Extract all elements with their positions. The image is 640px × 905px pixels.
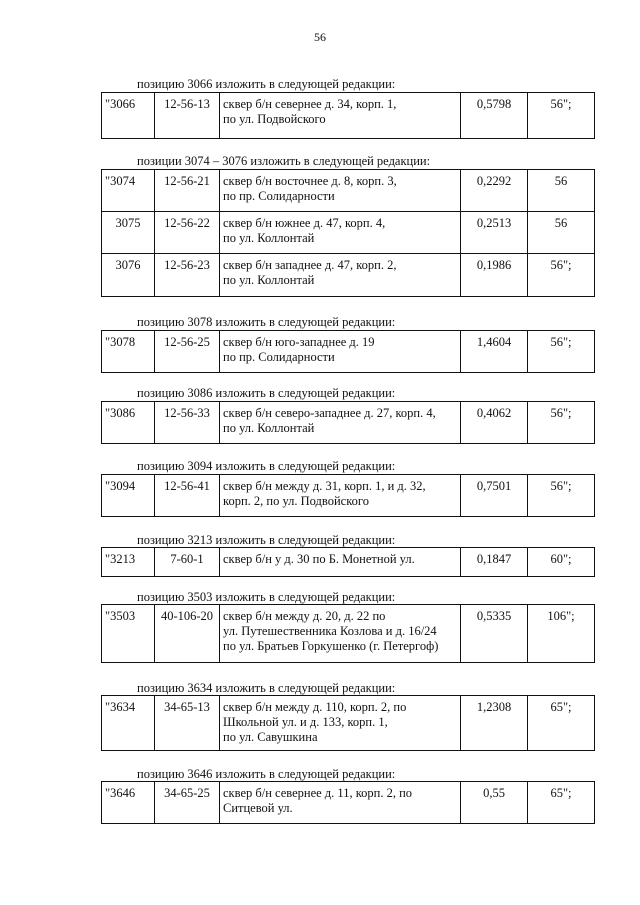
- position-table: [101, 330, 595, 373]
- position-value: 56";: [528, 402, 595, 444]
- table-row: [102, 212, 595, 254]
- position-value: 56";: [528, 475, 595, 517]
- position-value: 56";: [528, 254, 595, 297]
- position-number: "3086: [102, 402, 155, 444]
- position-table: [101, 169, 595, 297]
- position-area: 0,5335: [461, 605, 528, 663]
- section-heading: позицию 3634 изложить в следующей редакции:: [137, 681, 396, 695]
- section-heading: позицию 3094 изложить в следующей редакции:: [137, 459, 396, 473]
- position-code: 12-56-13: [155, 93, 220, 139]
- table-row: [102, 402, 595, 444]
- position-area: 0,7501: [461, 475, 528, 517]
- position-value: 56: [528, 170, 595, 212]
- position-description: [220, 212, 461, 254]
- position-description: [220, 93, 461, 139]
- position-description: [220, 475, 461, 517]
- description-line: ул. Путешественника Козлова и д. 16/24: [223, 624, 437, 638]
- position-code: 12-56-41: [155, 475, 220, 517]
- description-line: Школьной ул. и д. 133, корп. 1,: [223, 715, 388, 729]
- description-line: Ситцевой ул.: [223, 801, 293, 815]
- position-area: 0,4062: [461, 402, 528, 444]
- position-number: "3634: [102, 696, 155, 751]
- position-code: 12-56-21: [155, 170, 220, 212]
- description-line: сквер б/н между д. 20, д. 22 по: [223, 609, 386, 623]
- position-area: 0,5798: [461, 93, 528, 139]
- position-description: [220, 170, 461, 212]
- position-table: [101, 781, 595, 824]
- description-line: сквер б/н северо-западнее д. 27, корп. 4,: [223, 406, 436, 420]
- table-row: [102, 254, 595, 297]
- section-heading: позицию 3078 изложить в следующей редакции:: [137, 315, 396, 329]
- table-row: [102, 782, 595, 824]
- description-line: сквер б/н юго-западнее д. 19: [223, 335, 375, 349]
- section-heading: позицию 3503 изложить в следующей редакции:: [137, 590, 396, 604]
- position-number: "3213: [102, 548, 155, 577]
- position-area: 1,2308: [461, 696, 528, 751]
- description-line: сквер б/н севернее д. 11, корп. 2, по: [223, 786, 413, 800]
- table-row: [102, 548, 595, 577]
- description-line: сквер б/н восточнее д. 8, корп. 3,: [223, 174, 397, 188]
- position-table: [101, 92, 595, 139]
- position-area: 1,4604: [461, 331, 528, 373]
- description-line: по ул. Савушкина: [223, 730, 318, 744]
- description-line: сквер б/н у д. 30 по Б. Монетной ул.: [223, 552, 415, 566]
- position-area: 0,1986: [461, 254, 528, 297]
- position-value: 56";: [528, 93, 595, 139]
- position-table: [101, 547, 595, 577]
- section-heading: позиции 3074 – 3076 изложить в следующей редакции:: [137, 154, 431, 168]
- position-value: 56";: [528, 331, 595, 373]
- position-description: [220, 548, 461, 577]
- position-code: 34-65-25: [155, 782, 220, 824]
- position-table: [101, 604, 595, 663]
- table-row: [102, 696, 595, 751]
- description-line: сквер б/н севернее д. 34, корп. 1,: [223, 97, 397, 111]
- section-heading: позицию 3213 изложить в следующей редакции:: [137, 533, 396, 547]
- position-table: [101, 695, 595, 751]
- description-line: по ул. Коллонтай: [223, 273, 315, 287]
- description-line: корп. 2, по ул. Подвойского: [223, 494, 369, 508]
- position-value: 56: [528, 212, 595, 254]
- position-table: [101, 474, 595, 517]
- position-code: 12-56-33: [155, 402, 220, 444]
- description-line: по ул. Братьев Горкушенко (г. Петергоф): [223, 639, 439, 653]
- position-code: 7-60-1: [155, 548, 220, 577]
- table-row: [102, 331, 595, 373]
- position-value: 60";: [528, 548, 595, 577]
- description-line: по ул. Подвойского: [223, 112, 326, 126]
- position-code: 12-56-22: [155, 212, 220, 254]
- position-description: [220, 402, 461, 444]
- description-line: сквер б/н между д. 110, корп. 2, по: [223, 700, 407, 714]
- position-area: 0,2513: [461, 212, 528, 254]
- position-area: 0,1847: [461, 548, 528, 577]
- position-number: "3078: [102, 331, 155, 373]
- position-value: 65";: [528, 782, 595, 824]
- description-line: сквер б/н между д. 31, корп. 1, и д. 32,: [223, 479, 426, 493]
- position-code: 34-65-13: [155, 696, 220, 751]
- position-number: 3075: [102, 212, 155, 254]
- table-row: [102, 475, 595, 517]
- position-description: [220, 331, 461, 373]
- position-number: "3646: [102, 782, 155, 824]
- position-value: 106";: [528, 605, 595, 663]
- description-line: по пр. Солидарности: [223, 350, 335, 364]
- section-heading: позицию 3066 изложить в следующей редакции:: [137, 77, 396, 91]
- position-number: "3503: [102, 605, 155, 663]
- description-line: по ул. Коллонтай: [223, 231, 315, 245]
- position-area: 0,55: [461, 782, 528, 824]
- table-row: [102, 605, 595, 663]
- position-description: [220, 782, 461, 824]
- position-table: [101, 401, 595, 444]
- description-line: по ул. Коллонтай: [223, 421, 315, 435]
- page-number: 56: [314, 30, 326, 44]
- position-description: [220, 605, 461, 663]
- position-number: "3066: [102, 93, 155, 139]
- position-description: [220, 254, 461, 297]
- position-area: 0,2292: [461, 170, 528, 212]
- position-number: 3076: [102, 254, 155, 297]
- position-description: [220, 696, 461, 751]
- section-heading: позицию 3086 изложить в следующей редакции:: [137, 386, 396, 400]
- position-number: "3074: [102, 170, 155, 212]
- position-code: 12-56-23: [155, 254, 220, 297]
- position-code: 12-56-25: [155, 331, 220, 373]
- description-line: сквер б/н западнее д. 47, корп. 2,: [223, 258, 397, 272]
- position-code: 40-106-20: [155, 605, 220, 663]
- section-heading: позицию 3646 изложить в следующей редакции:: [137, 767, 396, 781]
- table-row: [102, 93, 595, 139]
- table-row: [102, 170, 595, 212]
- description-line: сквер б/н южнее д. 47, корп. 4,: [223, 216, 386, 230]
- position-value: 65";: [528, 696, 595, 751]
- description-line: по пр. Солидарности: [223, 189, 335, 203]
- position-number: "3094: [102, 475, 155, 517]
